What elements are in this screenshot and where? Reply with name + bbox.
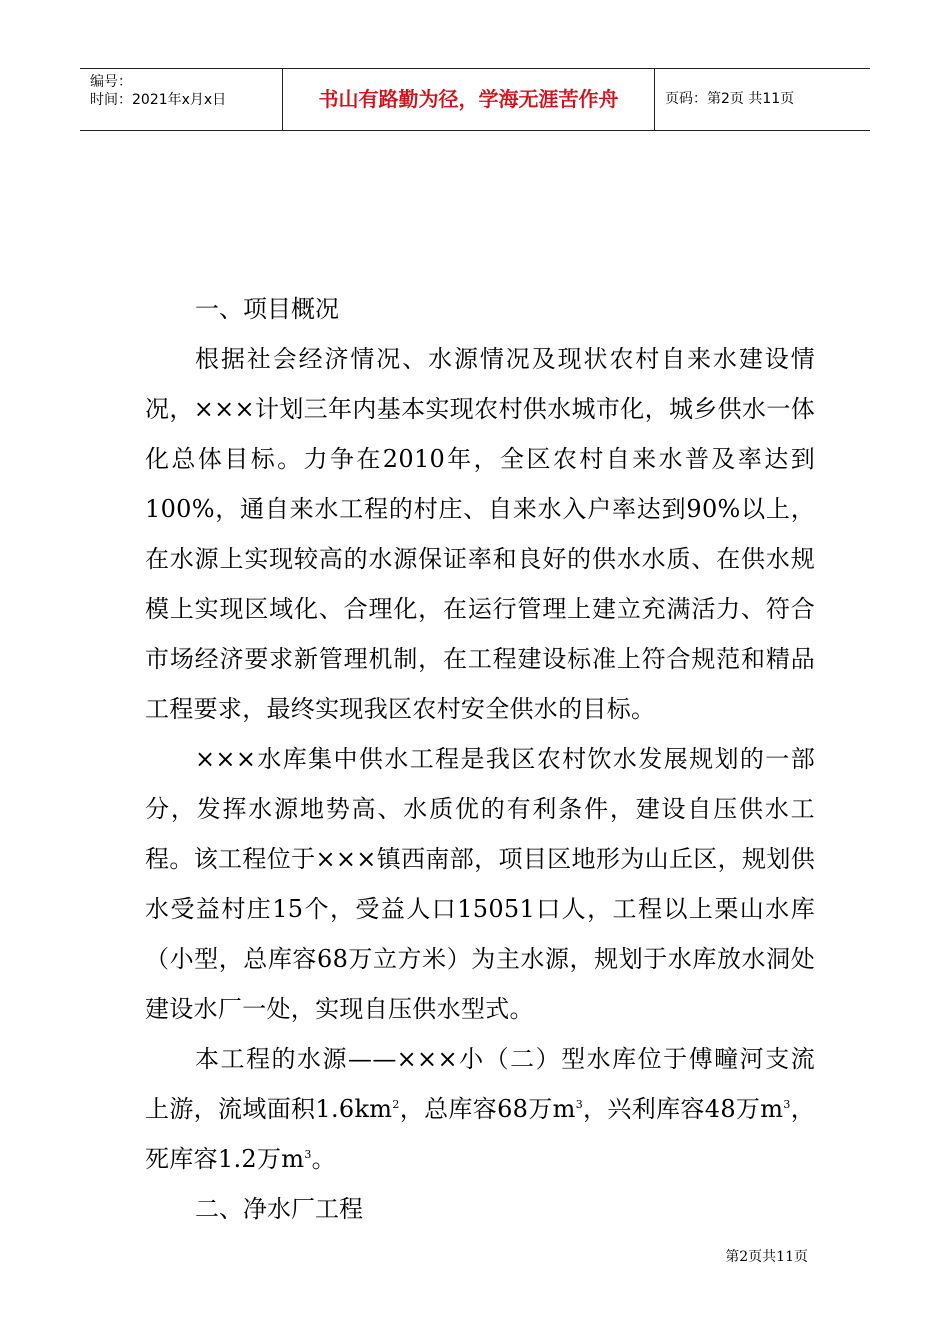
header-page-info: 页码：第2页 共11页 [665,91,795,107]
water-source-text-a: 本工程的水源——×××小（二）型水库位于傅疃河支流上游，流域面积1.6km [145,1045,815,1123]
superscript-2: 2 [392,1098,400,1111]
water-source-text-e: 。 [311,1145,336,1173]
paragraph-reservoir-project: ×××水库集中供水工程是我区农村饮水发展规划的一部分，发挥水源地势高、水质优的有利条件，建设自压供水工程。该工程位于×××镇西南部，项目区地形为山丘区，规划供水受益村庄15个，受益人口15051口人，工程以上栗山水库（小型，总库容68万立方米）为主水源，规划于水库放水洞处建设水厂一处，实现自压供水型式。 [145,745,815,1023]
header-meta [80,69,282,130]
header-motto: 书山有路勤为径，学海无涯苦作舟 [282,69,655,130]
water-source-text-d: ，死库容1.2万m [145,1095,815,1173]
doc-number-label: 编号： [90,74,132,90]
superscript-3: 3 [575,1098,583,1111]
section-heading-1: 一、项目概况 [195,295,339,323]
paragraph-water-source [145,1034,815,1184]
page-footer: 第2页共11页 [725,1249,808,1265]
water-source-text-c: ，兴利库容48万m [583,1095,784,1123]
water-source-text-b: ，总库容68万m [399,1095,576,1123]
superscript-3: 3 [304,1148,312,1161]
superscript-3: 3 [783,1098,791,1111]
page-header [80,68,870,131]
paragraph-overview: 根据社会经济情况、水源情况及现状农村自来水建设情况，×××计划三年内基本实现农村供水城市化，城乡供水一体化总体目标。力争在2010年，全区农村自来水普及率达到100%，通自来水工程的村庄、自来水入户率达到90%以上，在水源上实现较高的水源保证率和良好的供水水质、在供水规模上实现区域化、合理化，在运行管理上建立充满活力、符合市场经济要求新管理机制，在工程建设标准上符合规范和精品工程要求，最终实现我区农村安全供水的目标。 [145,345,815,723]
document-body [145,284,815,1234]
section-heading-2: 二、净水厂工程 [195,1195,363,1223]
doc-time-label: 时间：2021年x月x日 [90,92,227,108]
